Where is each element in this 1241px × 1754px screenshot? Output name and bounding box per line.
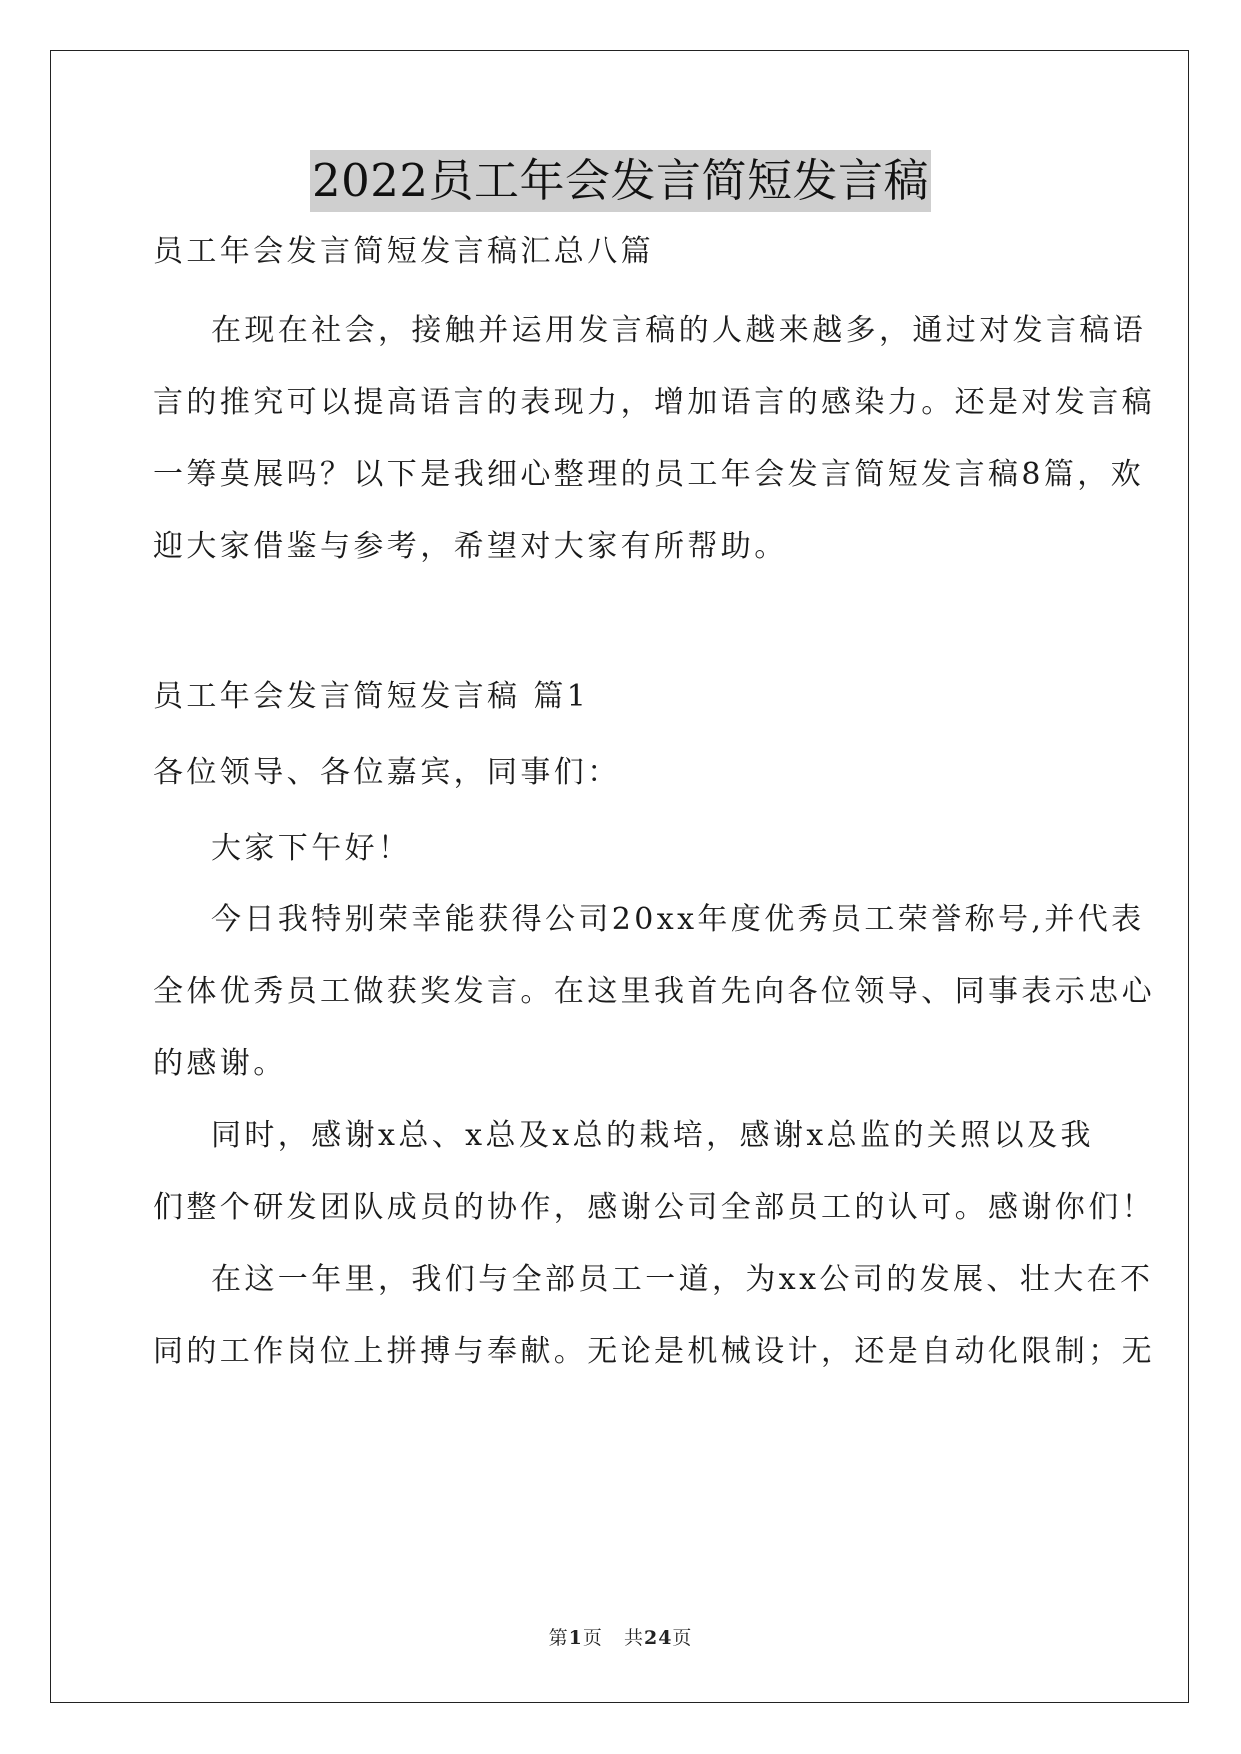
total-pages: 24 [643, 1627, 673, 1649]
subtitle-line: 员工年会发言简短发言稿汇总八篇 [153, 234, 654, 269]
page-footer [0, 1623, 1241, 1650]
paragraph-line: 在现在社会，接触并运用发言稿的人越来越多，通过对发言稿语 [211, 313, 1147, 348]
paragraph-line: 们整个研发团队成员的协作，感谢公司全部员工的认可。感谢你们！ [153, 1190, 1155, 1225]
footer-total-suffix: 页 [672, 1627, 693, 1649]
paragraph-line: 同的工作岗位上拼搏与奉献。无论是机械设计，还是自动化限制；无 [153, 1334, 1155, 1369]
footer-total-prefix: 共 [623, 1627, 644, 1649]
page-border [50, 50, 1189, 1703]
paragraph-line: 同时，感谢x总、x总及x总的栽培，感谢x总监的关照以及我 [211, 1118, 1094, 1153]
paragraph-line: 今日我特别荣幸能获得公司20xx年度优秀员工荣誉称号,并代表 [211, 902, 1145, 937]
footer-page-suffix: 页 [582, 1627, 603, 1649]
paragraph-line: 迎大家借鉴与参考，希望对大家有所帮助。 [153, 529, 788, 564]
footer-prefix: 第 [548, 1627, 569, 1649]
paragraph-line: 在这一年里，我们与全部员工一道，为xx公司的发展、壮大在不 [211, 1262, 1154, 1297]
paragraph-line: 言的推究可以提高语言的表现力，增加语言的感染力。还是对发言稿 [153, 385, 1155, 420]
title-container [0, 150, 1241, 212]
section-heading: 员工年会发言简短发言稿 篇1 [153, 679, 590, 714]
greeting-line: 大家下午好！ [211, 831, 412, 866]
paragraph-line: 一筹莫展吗？以下是我细心整理的员工年会发言简短发言稿8篇，欢 [153, 457, 1145, 492]
page-number: 1 [568, 1627, 583, 1649]
document-title: 2022员工年会发言简短发言稿 [310, 150, 931, 212]
salutation-line: 各位领导、各位嘉宾，同事们： [153, 755, 621, 790]
paragraph-line: 全体优秀员工做获奖发言。在这里我首先向各位领导、同事表示忠心 [153, 974, 1155, 1009]
paragraph-line: 的感谢。 [153, 1046, 287, 1081]
